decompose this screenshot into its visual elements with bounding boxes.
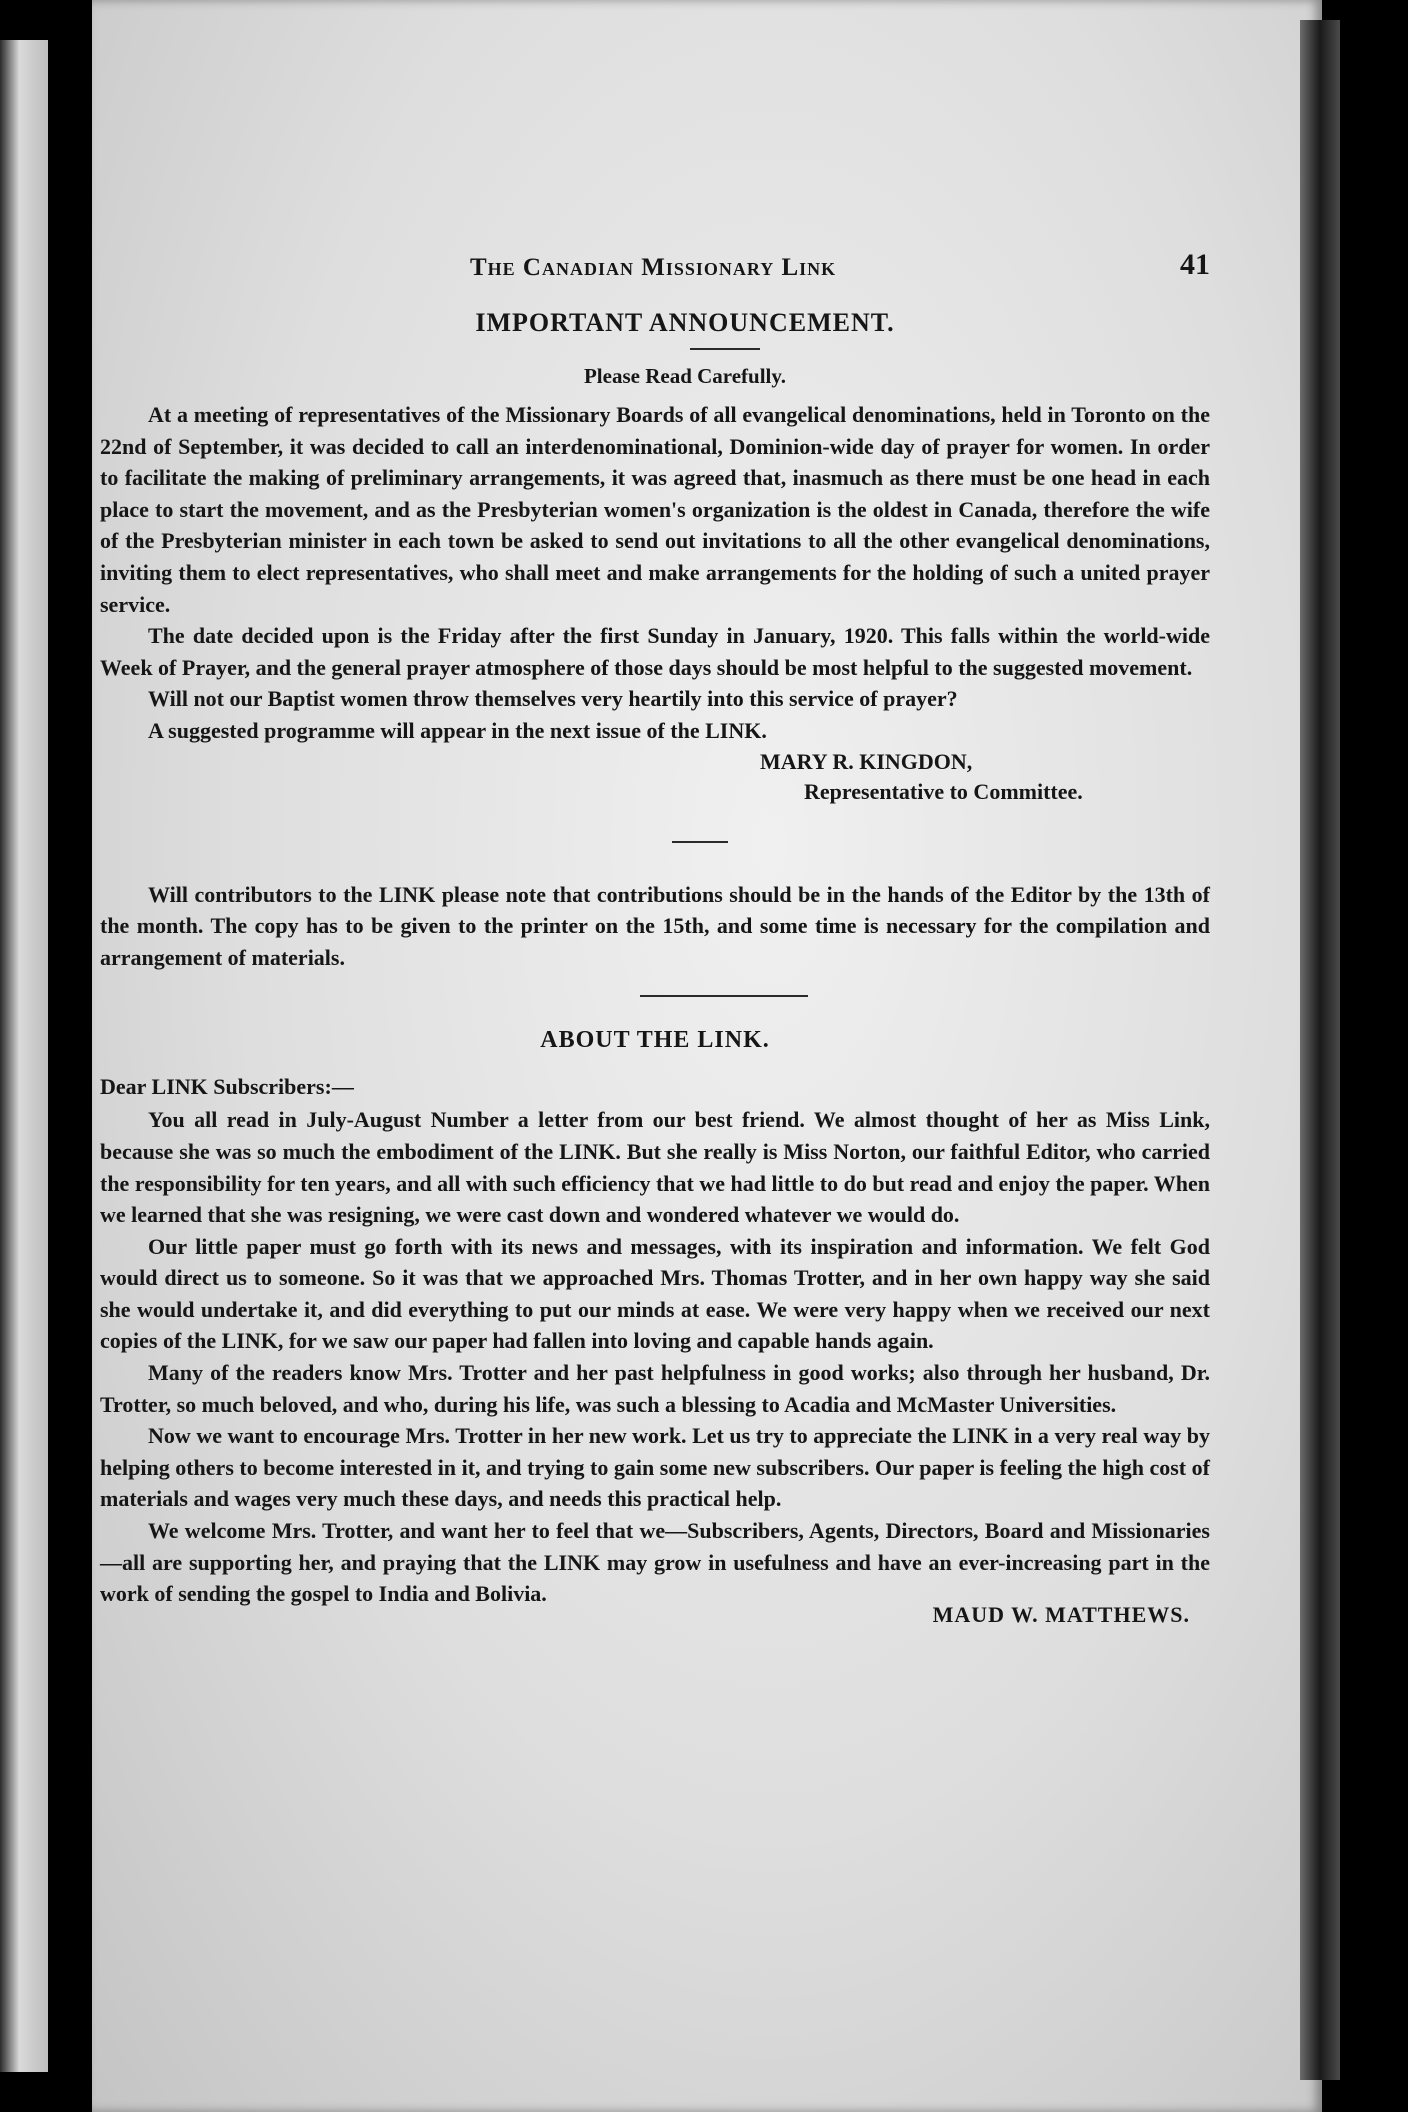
announcement-paragraph: Will not our Baptist women throw themselves very heartily into this service of prayer? <box>148 686 958 712</box>
book-binding-edge <box>1300 20 1340 2080</box>
letter-paragraph: We welcome Mrs. Trotter, and want her to feel that we—Subscribers, Agents, Directors, Board and Missionaries—all are supporting her, and praying that the LINK may grow in usefulness and have an ever-increasing part in the work of sending the gospel to India and Bolivia. <box>100 1518 1210 1607</box>
letter-paragraph: Now we want to encourage Mrs. Trotter in her new work. Let us try to appreciate the LINK in a very real way by helping others to become interested in it, and trying to gain some new subscribers. Our paper is feeling the high cost of materials and wages very much these days, and needs this practical help. <box>100 1423 1210 1512</box>
announcement-paragraph: A suggested programme will appear in the next issue of the LINK. <box>148 717 767 743</box>
letter-paragraph: Many of the readers know Mrs. Trotter and her past helpfulness in good works; also through her husband, Dr. Trotter, so much beloved, and who, during his life, was such a blessing to Acadia and McMaster Universities. <box>100 1360 1210 1417</box>
letter-paragraph: You all read in July-August Number a letter from our best friend. We almost thought of her as Miss Link, because she was so much the embodiment of the LINK. But she really is Miss Norton, our faithful Editor, who carried the responsibility for ten years, and all with such efficiency that we had little to do but read and enjoy the paper. When we learned that she was resigning, we were cast down and wondered whatever we would do. <box>100 1107 1210 1228</box>
section-rule <box>640 995 808 997</box>
about-heading: ABOUT THE LINK. <box>540 1027 770 1054</box>
announcement-subheading: Please Read Carefully. <box>583 364 786 388</box>
heading-rule <box>690 348 760 350</box>
letter-signature: MAUD W. MATTHEWS. <box>932 1601 1190 1627</box>
left-page-edge <box>0 40 48 2072</box>
page-content <box>100 248 1210 1628</box>
signature-name: MARY R. KINGDON, <box>760 748 973 774</box>
contributors-notice: Will contributors to the LINK please note that contributions should be in the hands of the Editor by the 13th of the month. The copy has to be given to the printer on the 15th, and some time is necessary for the compilation and arrangement of materials. <box>100 881 1210 970</box>
letter-paragraph: Our little paper must go forth with its news and messages, with its inspiration and information. We felt God would direct us to someone. So it was that we approached Mrs. Thomas Trotter, and in her own happy way she said she would undertake it, and did everything to put our minds at ease. We were very happy when we received our next copies of the LINK, for we saw our paper had fallen into loving and capable hands again. <box>100 1233 1210 1354</box>
announcement-paragraph: The date decided upon is the Friday after the first Sunday in January, 1920. This falls within the world-wide Week of Prayer, and the general prayer atmosphere of those days should be most helpful to the suggested movement. <box>100 623 1210 680</box>
letter-salutation: Dear LINK Subscribers:— <box>100 1074 354 1100</box>
running-head <box>200 248 1210 288</box>
journal-title: The Canadian Missionary Link <box>470 254 837 281</box>
announcement-heading: IMPORTANT ANNOUNCEMENT. <box>475 308 895 337</box>
announcement-paragraph: At a meeting of representatives of the Missionary Boards of all evangelical denominations, held in Toronto on the 22nd of September, it was decided to call an interdenominational, Dominion-wide day of prayer for women. In order to facilitate the making of preliminary arrangements, it was agreed that, inasmuch as there must be one head in each place to start the movement, and as the Presbyterian women's organization is the oldest in Canada, therefore the wife of the Presbyterian minister in each town be asked to send out invitations to all the other evangelical denominations, inviting them to elect representatives, who shall meet and make arrangements for the holding of such a united prayer service. <box>100 402 1210 617</box>
page-number: 41 <box>1180 248 1210 281</box>
announcement-signature <box>760 747 1210 807</box>
signature-role: Representative to Committee. <box>804 778 1083 804</box>
section-rule <box>672 841 728 843</box>
